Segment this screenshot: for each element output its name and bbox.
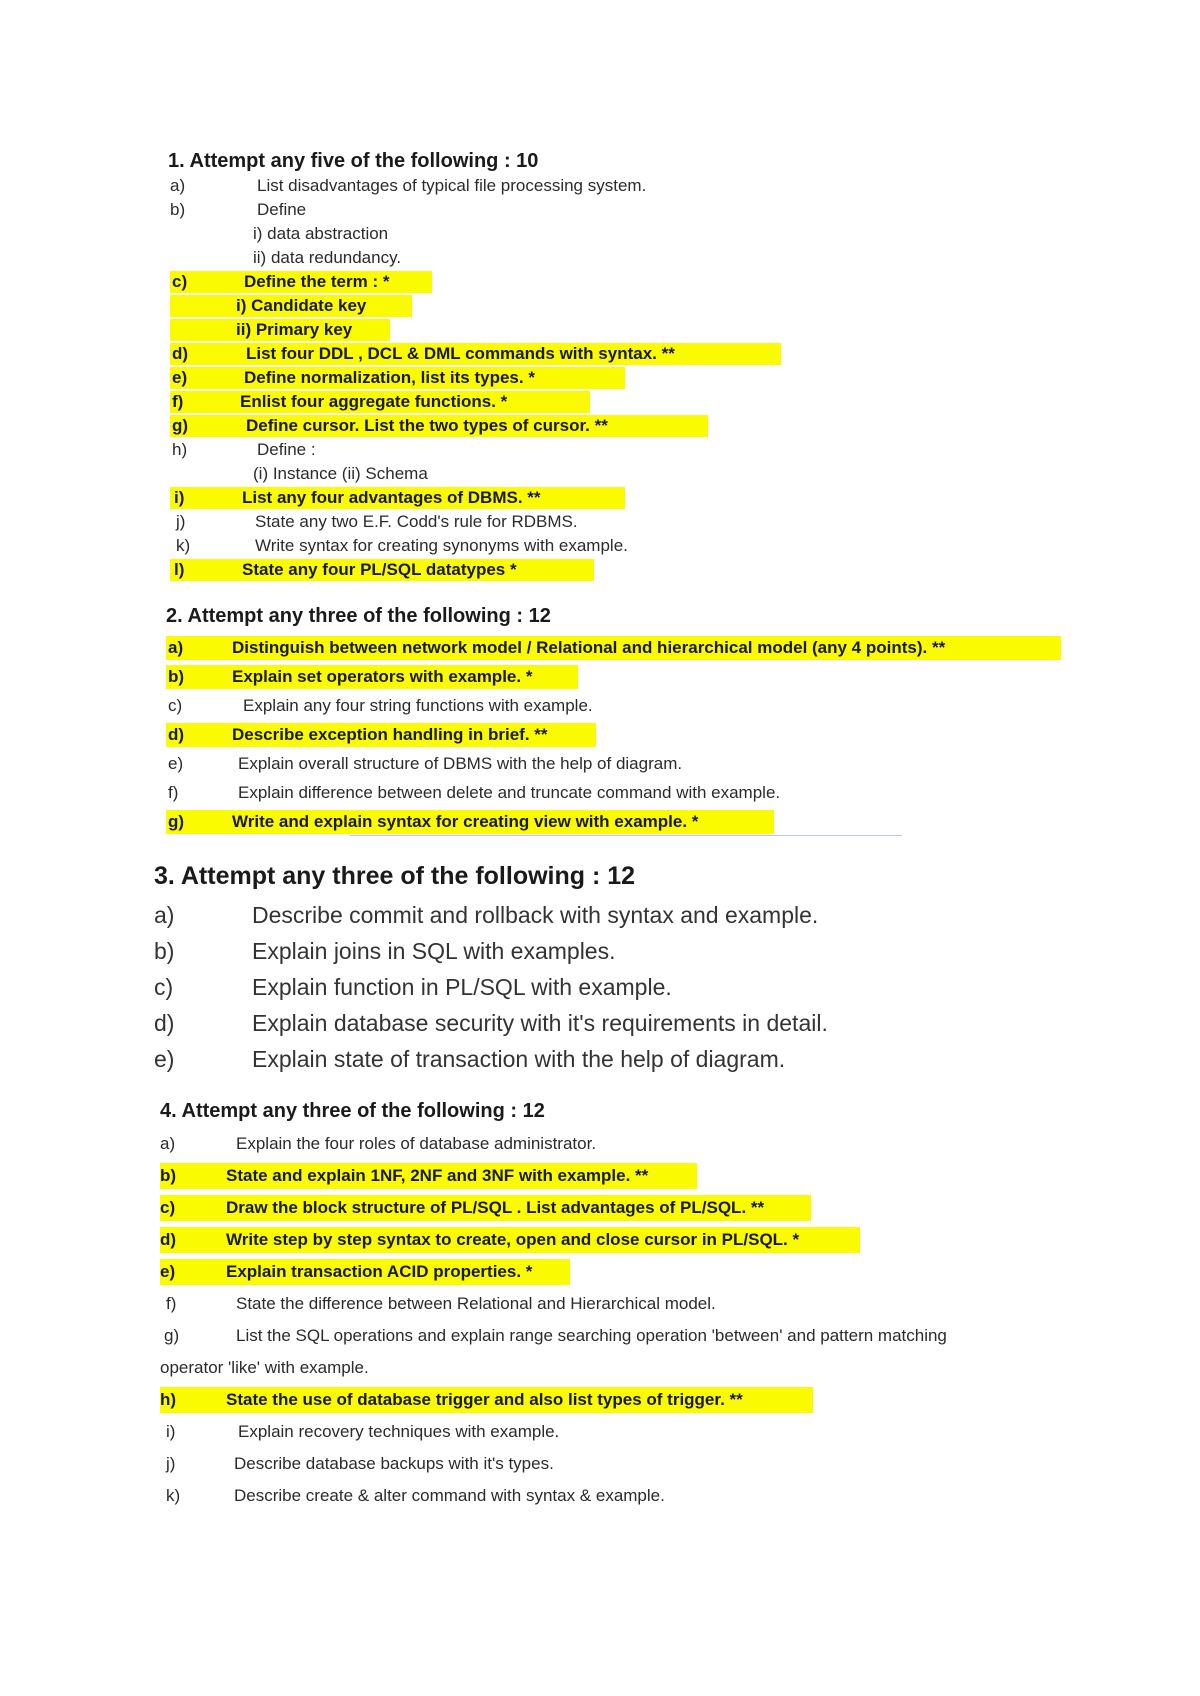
section4-item-g — [160, 1323, 1090, 1349]
item-text: List four DDL , DCL & DML commands with syntax. ** — [246, 344, 675, 363]
item-text: Describe create & alter command with syntax & example. — [234, 1486, 665, 1505]
item-label: e) — [168, 754, 184, 773]
section2-item-g — [166, 810, 774, 834]
item-text: Define — [257, 200, 307, 219]
item-label: b) — [170, 200, 186, 219]
item-text: (i) Instance (ii) Schema — [253, 464, 428, 483]
section2-item-f — [166, 781, 926, 805]
section1-item-i — [170, 487, 625, 509]
section1-item-c-sub2 — [170, 319, 390, 341]
item-label: h) — [160, 1390, 177, 1409]
item-label: a) — [154, 902, 175, 928]
item-text: Explain function in PL/SQL with example. — [252, 974, 672, 1000]
section2-item-d — [166, 723, 596, 747]
item-label: d) — [172, 344, 189, 363]
item-label: e) — [154, 1046, 175, 1072]
item-label: a) — [168, 638, 184, 657]
item-text: Describe exception handling in brief. ** — [232, 725, 548, 744]
item-text: Describe commit and rollback with syntax and example. — [252, 902, 819, 928]
item-label: j) — [166, 1454, 176, 1473]
item-label: f) — [172, 392, 184, 411]
section1-item-h-sub — [253, 463, 428, 485]
section4-item-b — [160, 1163, 697, 1189]
section3-item-a — [154, 900, 954, 930]
item-label: a) — [160, 1134, 176, 1153]
section1-heading: 1. Attempt any five of the following : 10 — [168, 150, 539, 172]
section4-item-i — [160, 1419, 860, 1445]
item-text: i) data abstraction — [253, 224, 389, 243]
item-label: d) — [160, 1230, 177, 1249]
item-text: Draw the block structure of PL/SQL . List advantages of PL/SQL. ** — [226, 1198, 765, 1217]
item-label: b) — [160, 1166, 177, 1185]
section1-item-d — [170, 343, 781, 365]
item-label: c) — [160, 1198, 176, 1217]
item-label: e) — [160, 1262, 176, 1281]
item-text: List the SQL operations and explain range searching operation 'between' and pattern matching — [236, 1326, 947, 1345]
section4-item-e — [160, 1259, 570, 1285]
item-text: Define cursor. List the two types of cursor. ** — [246, 416, 608, 435]
section3-heading: 3. Attempt any three of the following : 12 — [154, 862, 636, 890]
section4-item-c — [160, 1195, 811, 1221]
section1-item-e — [170, 367, 625, 389]
item-label: i) — [166, 1422, 176, 1441]
section4-item-j — [160, 1451, 860, 1477]
item-text: Explain recovery techniques with example. — [238, 1422, 560, 1441]
item-label: k) — [166, 1486, 181, 1505]
item-label: f) — [168, 783, 179, 802]
item-label: d) — [154, 1010, 175, 1036]
section1-item-l — [170, 559, 594, 581]
item-label: f) — [166, 1294, 177, 1313]
item-text: i) Candidate key — [236, 296, 367, 315]
section3-item-e — [154, 1044, 954, 1074]
item-text: Write and explain syntax for creating view with example. * — [232, 812, 699, 831]
item-text: Explain state of transaction with the help of diagram. — [252, 1046, 786, 1072]
item-text: Write syntax for creating synonyms with example. — [255, 536, 628, 555]
item-label: g) — [172, 416, 189, 435]
item-text: Explain any four string functions with example. — [243, 696, 593, 715]
item-text: Explain overall structure of DBMS with the help of diagram. — [238, 754, 683, 773]
section1-item-h — [170, 439, 670, 461]
item-label: g) — [164, 1326, 180, 1345]
item-text: State the difference between Relational and Hierarchical model. — [236, 1294, 716, 1313]
item-label: d) — [168, 725, 185, 744]
item-label: c) — [172, 272, 188, 291]
item-text: List disadvantages of typical file processing system. — [257, 176, 647, 195]
item-label: k) — [176, 536, 191, 555]
item-label: c) — [168, 696, 183, 715]
section1-item-c-sub1 — [170, 295, 412, 317]
item-label: c) — [154, 974, 174, 1000]
item-text: operator 'like' with example. — [160, 1358, 369, 1377]
item-label: b) — [168, 667, 185, 686]
item-label: j) — [176, 512, 186, 531]
section3-item-b — [154, 936, 954, 966]
item-text: List any four advantages of DBMS. ** — [242, 488, 541, 507]
item-text: State and explain 1NF, 2NF and 3NF with example. ** — [226, 1166, 649, 1185]
section4-heading: 4. Attempt any three of the following : 12 — [160, 1100, 545, 1122]
item-text: Explain transaction ACID properties. * — [226, 1262, 533, 1281]
item-text: Define : — [257, 440, 316, 459]
item-label: g) — [168, 812, 185, 831]
item-text: Define the term : * — [244, 272, 390, 291]
section4-item-f — [160, 1291, 920, 1317]
section3-item-d — [154, 1008, 954, 1038]
section1-item-g — [170, 415, 708, 437]
section1-item-f — [170, 391, 590, 413]
item-text: State the use of database trigger and also list types of trigger. ** — [226, 1390, 743, 1409]
section2-item-e — [166, 752, 866, 776]
item-text: State any four PL/SQL datatypes * — [242, 560, 517, 579]
section2-item-c — [166, 694, 866, 718]
section2-item-b — [166, 665, 578, 689]
item-text: Explain joins in SQL with examples. — [252, 938, 616, 964]
section2-heading: 2. Attempt any three of the following : 12 — [166, 605, 551, 627]
item-text: Describe database backups with it's types. — [234, 1454, 554, 1473]
item-text: ii) Primary key — [236, 320, 353, 339]
section1-item-k — [170, 535, 870, 557]
section4-item-g-cont — [160, 1355, 369, 1381]
section1-item-b-sub2 — [253, 247, 401, 269]
section3-item-c — [154, 972, 954, 1002]
item-text: Distinguish between network model / Relational and hierarchical model (any 4 points). ** — [232, 638, 946, 657]
section4-item-a — [160, 1131, 860, 1157]
item-text: Write step by step syntax to create, open and close cursor in PL/SQL. * — [226, 1230, 800, 1249]
section4-item-d — [160, 1227, 860, 1253]
item-label: b) — [154, 938, 175, 964]
item-text: Explain the four roles of database administrator. — [236, 1134, 597, 1153]
section1-item-a — [170, 175, 870, 197]
section1-item-j — [170, 511, 870, 533]
section1-item-b-sub1 — [253, 223, 388, 245]
section4-item-k — [160, 1483, 860, 1509]
item-text: Explain database security with it's requirements in detail. — [252, 1010, 828, 1036]
item-text: Explain set operators with example. * — [232, 667, 533, 686]
item-label: h) — [172, 440, 188, 459]
item-label: i) — [174, 488, 185, 507]
item-text: ii) data redundancy. — [253, 248, 402, 267]
item-text: Explain difference between delete and truncate command with example. — [238, 783, 781, 802]
item-label: l) — [174, 560, 185, 579]
item-text: Enlist four aggregate functions. * — [240, 392, 508, 411]
section4-item-h — [160, 1387, 813, 1413]
item-label: a) — [170, 176, 186, 195]
item-label: e) — [172, 368, 188, 387]
divider — [350, 835, 902, 836]
section1-item-b — [170, 199, 870, 221]
item-text: State any two E.F. Codd's rule for RDBMS. — [255, 512, 578, 531]
item-text: Define normalization, list its types. * — [244, 368, 535, 387]
section2-item-a — [166, 636, 1061, 660]
section1-item-c — [170, 271, 432, 293]
